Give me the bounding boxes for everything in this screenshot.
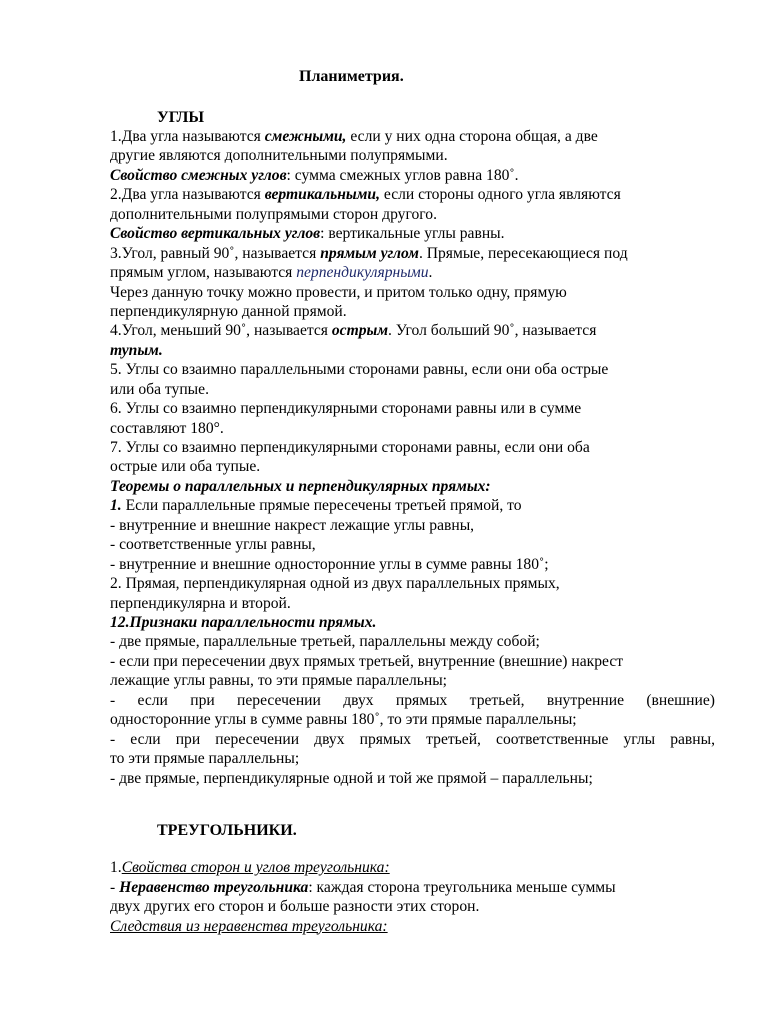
text-run: - внутренние и внешние односторонние углы в сумме равны 180˚; <box>110 555 549 573</box>
text-line <box>110 478 715 496</box>
text-run: 1. <box>110 497 122 515</box>
text-line <box>110 128 715 146</box>
text-run: 1. <box>110 859 122 876</box>
text-run: - две прямые, перпендикулярные одной и той же прямой – параллельны; <box>110 769 593 787</box>
text-run: - <box>110 878 120 896</box>
text-run: составляют 180°. <box>110 419 224 437</box>
text-line <box>110 750 715 768</box>
text-run: дополнительными полупрямыми сторон другого. <box>110 205 437 223</box>
text-run: 3.Угол, равный 90˚, называется <box>110 244 321 262</box>
text-run: 2.Два угла называются <box>110 186 265 204</box>
text-line <box>110 731 715 749</box>
text-line <box>110 595 715 613</box>
text-run: 6. Углы со взаимно перпендикулярными сторонами равны или в сумме <box>110 400 582 418</box>
text-run: то эти прямые параллельны; <box>110 750 300 768</box>
text-line <box>110 497 715 515</box>
text-run: Свойство смежных углов <box>110 166 287 184</box>
text-run: . Прямые, пересекающиеся под <box>418 244 628 262</box>
text-run: прямым углом, называются <box>110 264 297 282</box>
text-run: - если при пересечении двух прямых третьей, внутренние (внешние) накрест <box>110 652 624 670</box>
text-run: 12.Признаки параллельности прямых. <box>110 614 377 631</box>
text-line <box>110 711 715 729</box>
text-run: другие являются дополнительными полупрямыми. <box>110 147 448 165</box>
text-run: если стороны одного угла являются <box>380 186 621 204</box>
text-run: лежащие углы равны, то эти прямые параллельны; <box>110 672 448 690</box>
text-run: - если при пересечении двух прямых третьей, соответственные углы равны, <box>110 730 715 748</box>
text-line <box>110 361 715 379</box>
text-run: Через данную точку можно провести, и притом только одну, прямую <box>110 283 567 301</box>
text-run: односторонние углы в сумме равны 180˚, то эти прямые параллельны; <box>110 711 577 729</box>
section-heading-angles: УГЛЫ <box>157 109 205 126</box>
text-run: Свойство вертикальных углов <box>110 225 321 243</box>
text-line <box>110 614 715 632</box>
text-run: - соответственные углы равны, <box>110 536 316 554</box>
text-line <box>110 517 715 535</box>
text-run: 2. Прямая, перпендикулярная одной из двух параллельных прямых, <box>110 575 560 593</box>
text-run: вертикальными, <box>264 186 380 204</box>
text-line <box>110 264 715 282</box>
text-line <box>110 556 715 574</box>
text-run: - внутренние и внешние накрест лежащие углы равны, <box>110 516 475 534</box>
text-run: : вертикальные углы равны. <box>320 225 505 243</box>
text-run: или оба тупые. <box>110 380 209 398</box>
text-line <box>110 536 715 554</box>
text-run: Свойства сторон и углов треугольника: <box>121 859 390 876</box>
text-line <box>110 186 715 204</box>
text-line <box>110 420 715 438</box>
text-run: перпендикулярными <box>296 264 429 282</box>
text-line <box>110 147 715 165</box>
text-run: тупым. <box>110 341 163 359</box>
text-line <box>110 322 715 340</box>
text-line <box>110 206 715 224</box>
text-run: двух других его сторон и больше разности этих сторон. <box>110 898 480 915</box>
text-line <box>110 575 715 593</box>
text-run: - если при пересечении двух прямых третьей, внутренние (внешние) <box>110 691 715 709</box>
text-run: острые или оба тупые. <box>110 458 261 476</box>
text-run: если у них одна сторона общая, а две <box>346 128 598 145</box>
text-run: - две прямые, параллельные третьей, параллельны между собой; <box>110 633 540 651</box>
text-run: 5. Углы со взаимно параллельными сторонами равны, если они оба острые <box>110 361 609 379</box>
text-line <box>110 245 715 263</box>
text-line <box>110 400 715 418</box>
text-run: Теоремы о параллельных и перпендикулярных прямых: <box>110 477 491 495</box>
text-line <box>110 859 715 877</box>
text-run: Следствия из неравенства треугольника: <box>110 917 388 935</box>
text-run: Неравенство треугольника <box>119 878 309 896</box>
text-line <box>110 918 715 936</box>
text-line <box>110 770 715 788</box>
text-line <box>110 672 715 690</box>
text-run: острым <box>331 322 389 340</box>
text-line <box>110 303 715 321</box>
text-line <box>110 458 715 476</box>
text-run: перпендикулярна и второй. <box>110 594 291 612</box>
text-line <box>110 342 715 360</box>
text-line <box>110 633 715 651</box>
text-run: . Угол больший 90˚, называется <box>388 322 597 340</box>
text-run: смежными, <box>264 128 347 145</box>
section-heading-triangles: ТРЕУГОЛЬНИКИ. <box>157 822 297 839</box>
text-run: Если параллельные прямые пересечены третьей прямой, то <box>121 497 522 515</box>
text-run: перпендикулярную данной прямой. <box>110 302 347 320</box>
text-line <box>110 653 715 671</box>
text-line <box>110 879 715 897</box>
text-line <box>110 898 715 916</box>
text-line <box>110 439 715 457</box>
page-title: Планиметрия. <box>299 68 404 85</box>
text-line <box>110 381 715 399</box>
text-line <box>110 284 715 302</box>
text-run: 4.Угол, меньший 90˚, называется <box>110 322 332 340</box>
text-run: прямым углом <box>320 244 419 262</box>
text-run: 1.Два угла называются <box>110 128 265 145</box>
text-run: : каждая сторона треугольника меньше суммы <box>308 878 616 896</box>
text-line <box>110 167 715 185</box>
text-run: . <box>428 264 433 282</box>
text-line <box>110 692 715 710</box>
text-run: 7. Углы со взаимно перпендикулярными сторонами равны, если они оба <box>110 439 590 457</box>
text-line <box>110 225 715 243</box>
text-run: : сумма смежных углов равна 180˚. <box>286 166 519 184</box>
